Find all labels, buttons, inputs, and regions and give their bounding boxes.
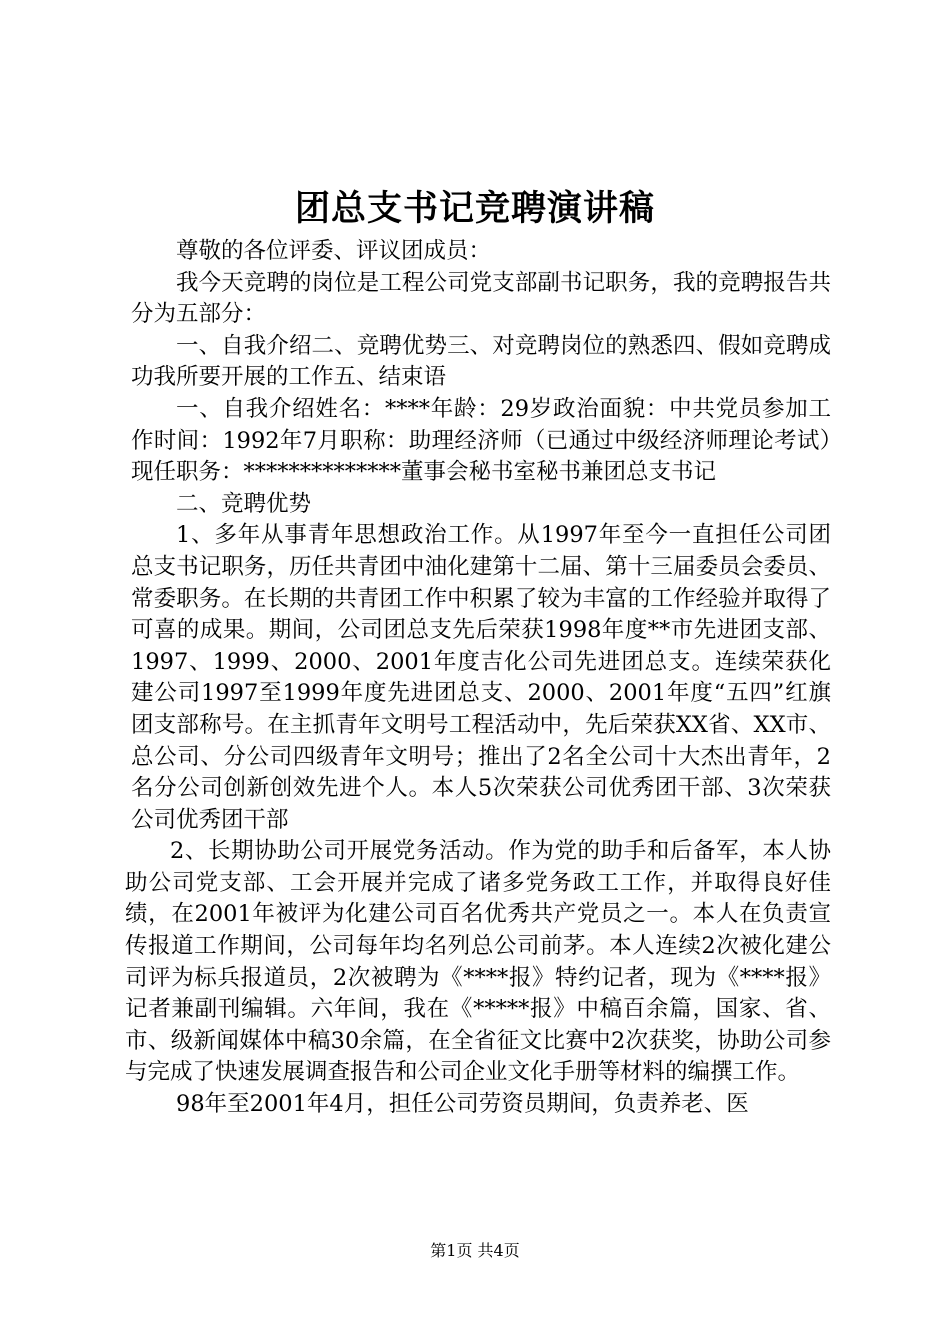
paragraph-self-intro: 一、自我介绍姓名：****年龄：29岁政治面貌：中共党员参加工作时间：1992年7月职称：助理经济师（已通过中级经济师理论考试）现任职务：**************董事会秘书室秘书兼团总支书记 (131, 395, 831, 486)
paragraph-salutation: 尊敬的各位评委、评议团成员： (176, 238, 492, 264)
paragraph-outline: 一、自我介绍二、竞聘优势三、对竞聘岗位的熟悉四、假如竞聘成功我所要开展的工作五、结束语 (131, 332, 831, 391)
paragraph-advantage-1: 1、多年从事青年思想政治工作。从1997年至今一直担任公司团总支书记职务，历任共青团中油化建第十二届、第十三届委员会委员、常委职务。在长期的共青团工作中积累了较为丰富的工作经验并取得了可喜的成果。期间，公司团总支先后荣获1998年度**市先进团支部、1997、1999、2000、2001年度吉化公司先进团总支。连续荣获化建公司1997至1999年度先进团总支、2000、2001年度“五四”红旗团支部称号。在主抓青年文明号工程活动中，先后荣获XX省、XX市、总公司、分公司四级青年文明号；推出了2名全公司十大杰出青年，2名分公司创新创效先进个人。本人5次荣获公司优秀团干部、3次荣获公司优秀团干部 (131, 522, 831, 833)
page-footer: 第1页 共4页 (430, 1241, 520, 1260)
paragraph-section-heading: 二、竞聘优势 (176, 490, 312, 517)
paragraph-labor-role: 98年至2001年4月，担任公司劳资员期间，负责养老、医 (176, 1091, 749, 1118)
paragraph-advantage-2: 2、长期协助公司开展党务活动。作为党的助手和后备军，本人协助公司党支部、工会开展并完成了诸多党务政工工作，并取得良好佳绩，在2001年被评为化建公司百名优秀共产党员之一。本人在负责宣传报道工作期间，公司每年均名列总公司前茅。本人连续2次被化建公司评为标兵报道员，2次被聘为《****报》特约记者，现为《****报》记者兼副刊编辑。六年间，我在《*****报》中稿百余篇，国家、省、市、级新闻媒体中稿30余篇，在全省征文比赛中2次获奖，协助公司参与完成了快速发展调查报告和公司企业文化手册等材料的编撰工作。 (125, 838, 831, 1086)
document-body (125, 236, 831, 1121)
paragraph-intro: 我今天竞聘的岗位是工程公司党支部副书记职务，我的竞聘报告共分为五部分： (131, 269, 831, 328)
document-title: 团总支书记竞聘演讲稿 (294, 188, 655, 229)
